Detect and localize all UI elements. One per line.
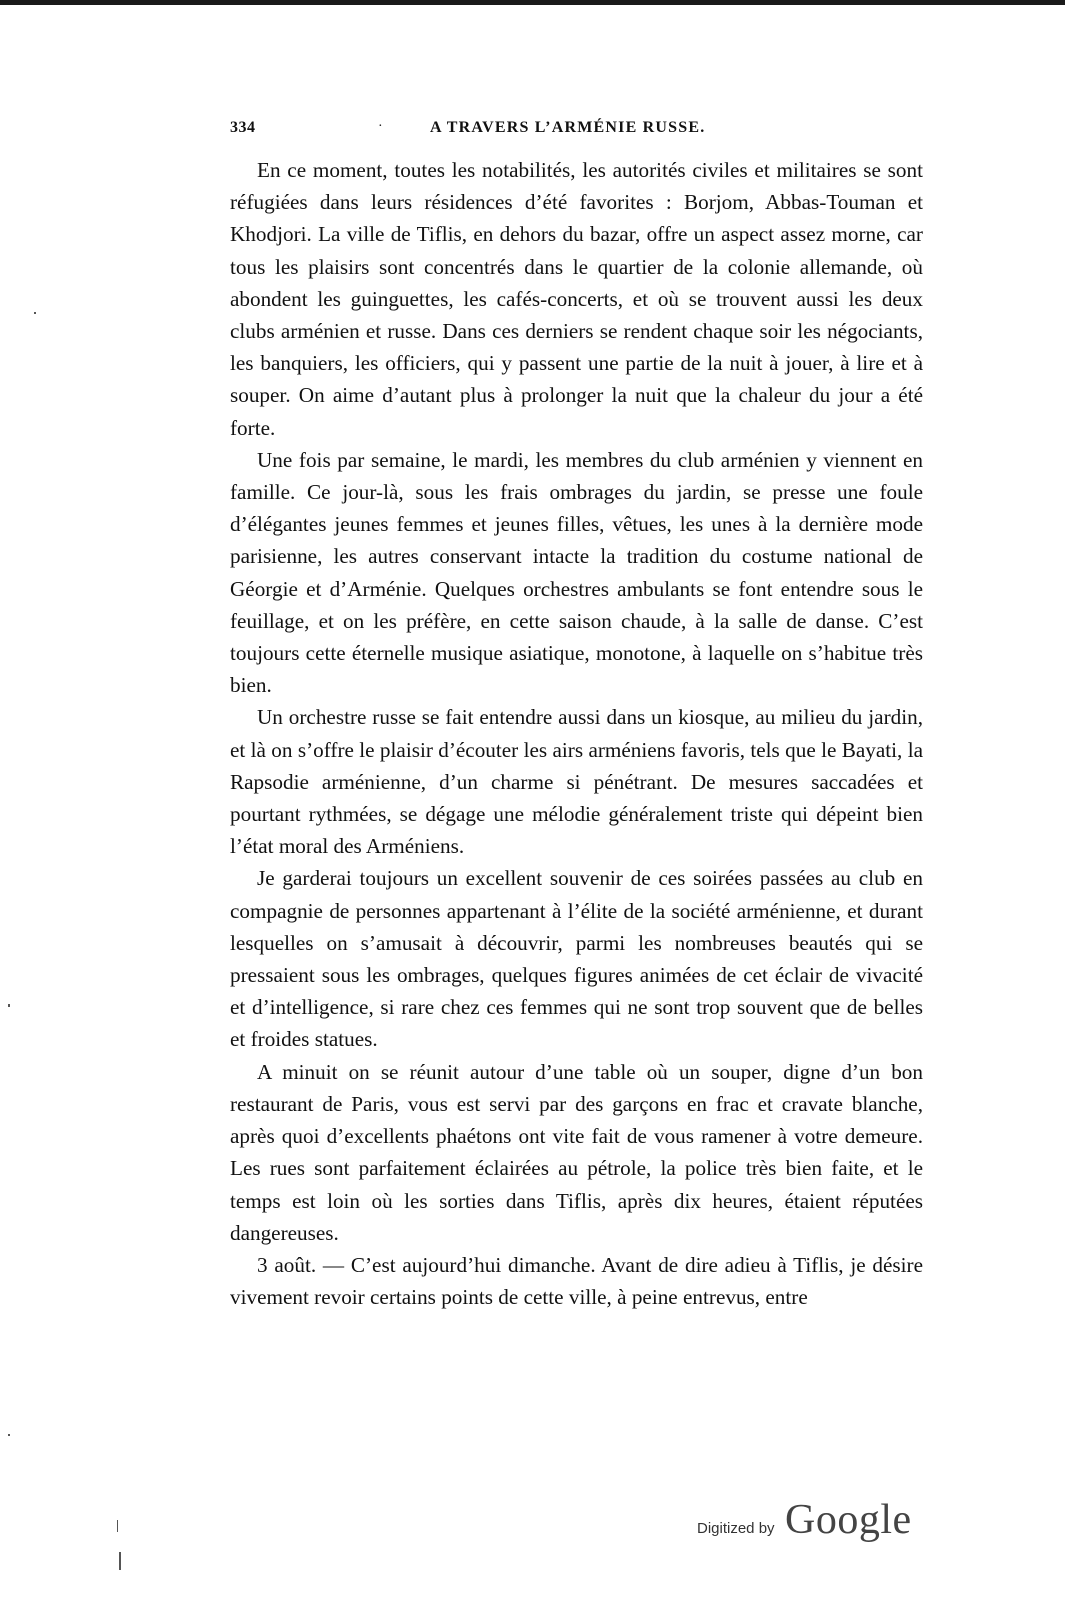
running-title: A TRAVERS L’ARMÉNIE RUSSE. <box>430 119 706 136</box>
paragraph-4: Je garderai toujours un excellent souvenir de ces soirées passées au club en compagnie de personnes appartenant à l’élite de la société arménienne, et durant lesquelles on s’amusait à découvrir, parmi les nombreuses beautés qui se pressaient sous les ombrages, quelques figures animées de cet éclair de vivacité et d’intelligence, si rare chez ces femmes qui ne sont trop souvent que de belles et froides statues. <box>230 866 923 1052</box>
paragraph-2: Une fois par semaine, le mardi, les membres du club arménien y viennent en famille. Ce jour-là, sous les frais ombrages du jardin, se presse une foule d’élégantes jeunes femmes et jeunes filles, vêtues, les unes à la dernière mode parisienne, les autres conservant intacte la tradition du costume national de Géorgie et d’Arménie. Quelques orchestres ambulants se font entendre sous le feuillage, et on les préfère, en cette saison chaude, à la salle de danse. C’est toujours cette éternelle musique asiatique, monotone, à laquelle on s’habitue très bien. <box>230 447 923 698</box>
paragraph-5: A minuit on se réunit autour d’une table où un souper, digne d’un bon restaurant de Paris, vous est servi par des garçons en frac et cravate blanche, après quoi d’excellents phaétons ont vite fait de vous ramener à votre demeure. Les rues sont parfaitement éclairées au pétrole, la police très bien faite, et le temps est loin où les sorties dans Tiflis, après dix heures, étaient réputées dangereuses. <box>230 1059 923 1245</box>
body-text <box>230 154 923 1313</box>
google-logo: Google <box>785 1497 912 1543</box>
digitization-watermark <box>697 1497 917 1550</box>
paragraph-1: En ce moment, toutes les notabilités, les autorités civiles et militaires se sont réfugiées dans leurs résidences d’été favorites : Borjom, Abbas-Touman et Khodjori. La ville de Tiflis, en dehors du bazar, offre un aspect assez morne, car tous les plaisirs sont concentrés dans le quartier de la colonie allemande, où abondent les guinguettes, les cafés-concerts, et où se trouvent aussi les deux clubs arménien et russe. Dans ces derniers se rendent chaque soir les négociants, les banquiers, les officiers, qui y passent une partie de la nuit à jouer, à lire et à souper. On aime d’autant plus à prolonger la nuit que la chaleur du jour a été forte. <box>230 158 923 440</box>
header-separator: · <box>378 119 383 134</box>
paragraph-6: 3 août. — C’est aujourd’hui dimanche. Avant de dire adieu à Tiflis, je désire vivement revoir certains points de cette ville, à peine entrevus, entre <box>230 1252 923 1310</box>
paragraph-3: Un orchestre russe se fait entendre aussi dans un kiosque, au milieu du jardin, et là on s’offre le plaisir d’écouter les airs arméniens favoris, tels que le Bayati, la Rapsodie arménienne, d’un charme si pénétrant. De mesures saccadées et pourtant rythmées, se dégage une mélodie généralement triste qui dépeint bien l’état moral des Arméniens. <box>230 705 923 859</box>
scan-speck <box>34 312 36 314</box>
scan-speck <box>8 1004 10 1007</box>
page-number: 334 <box>230 119 256 136</box>
scan-speck <box>117 1520 118 1532</box>
scan-speck <box>8 1434 10 1436</box>
scan-speck <box>119 1552 121 1570</box>
page-header <box>230 119 930 145</box>
scan-top-edge <box>0 0 1065 5</box>
digitized-by-label: Digitized by <box>697 1520 775 1537</box>
